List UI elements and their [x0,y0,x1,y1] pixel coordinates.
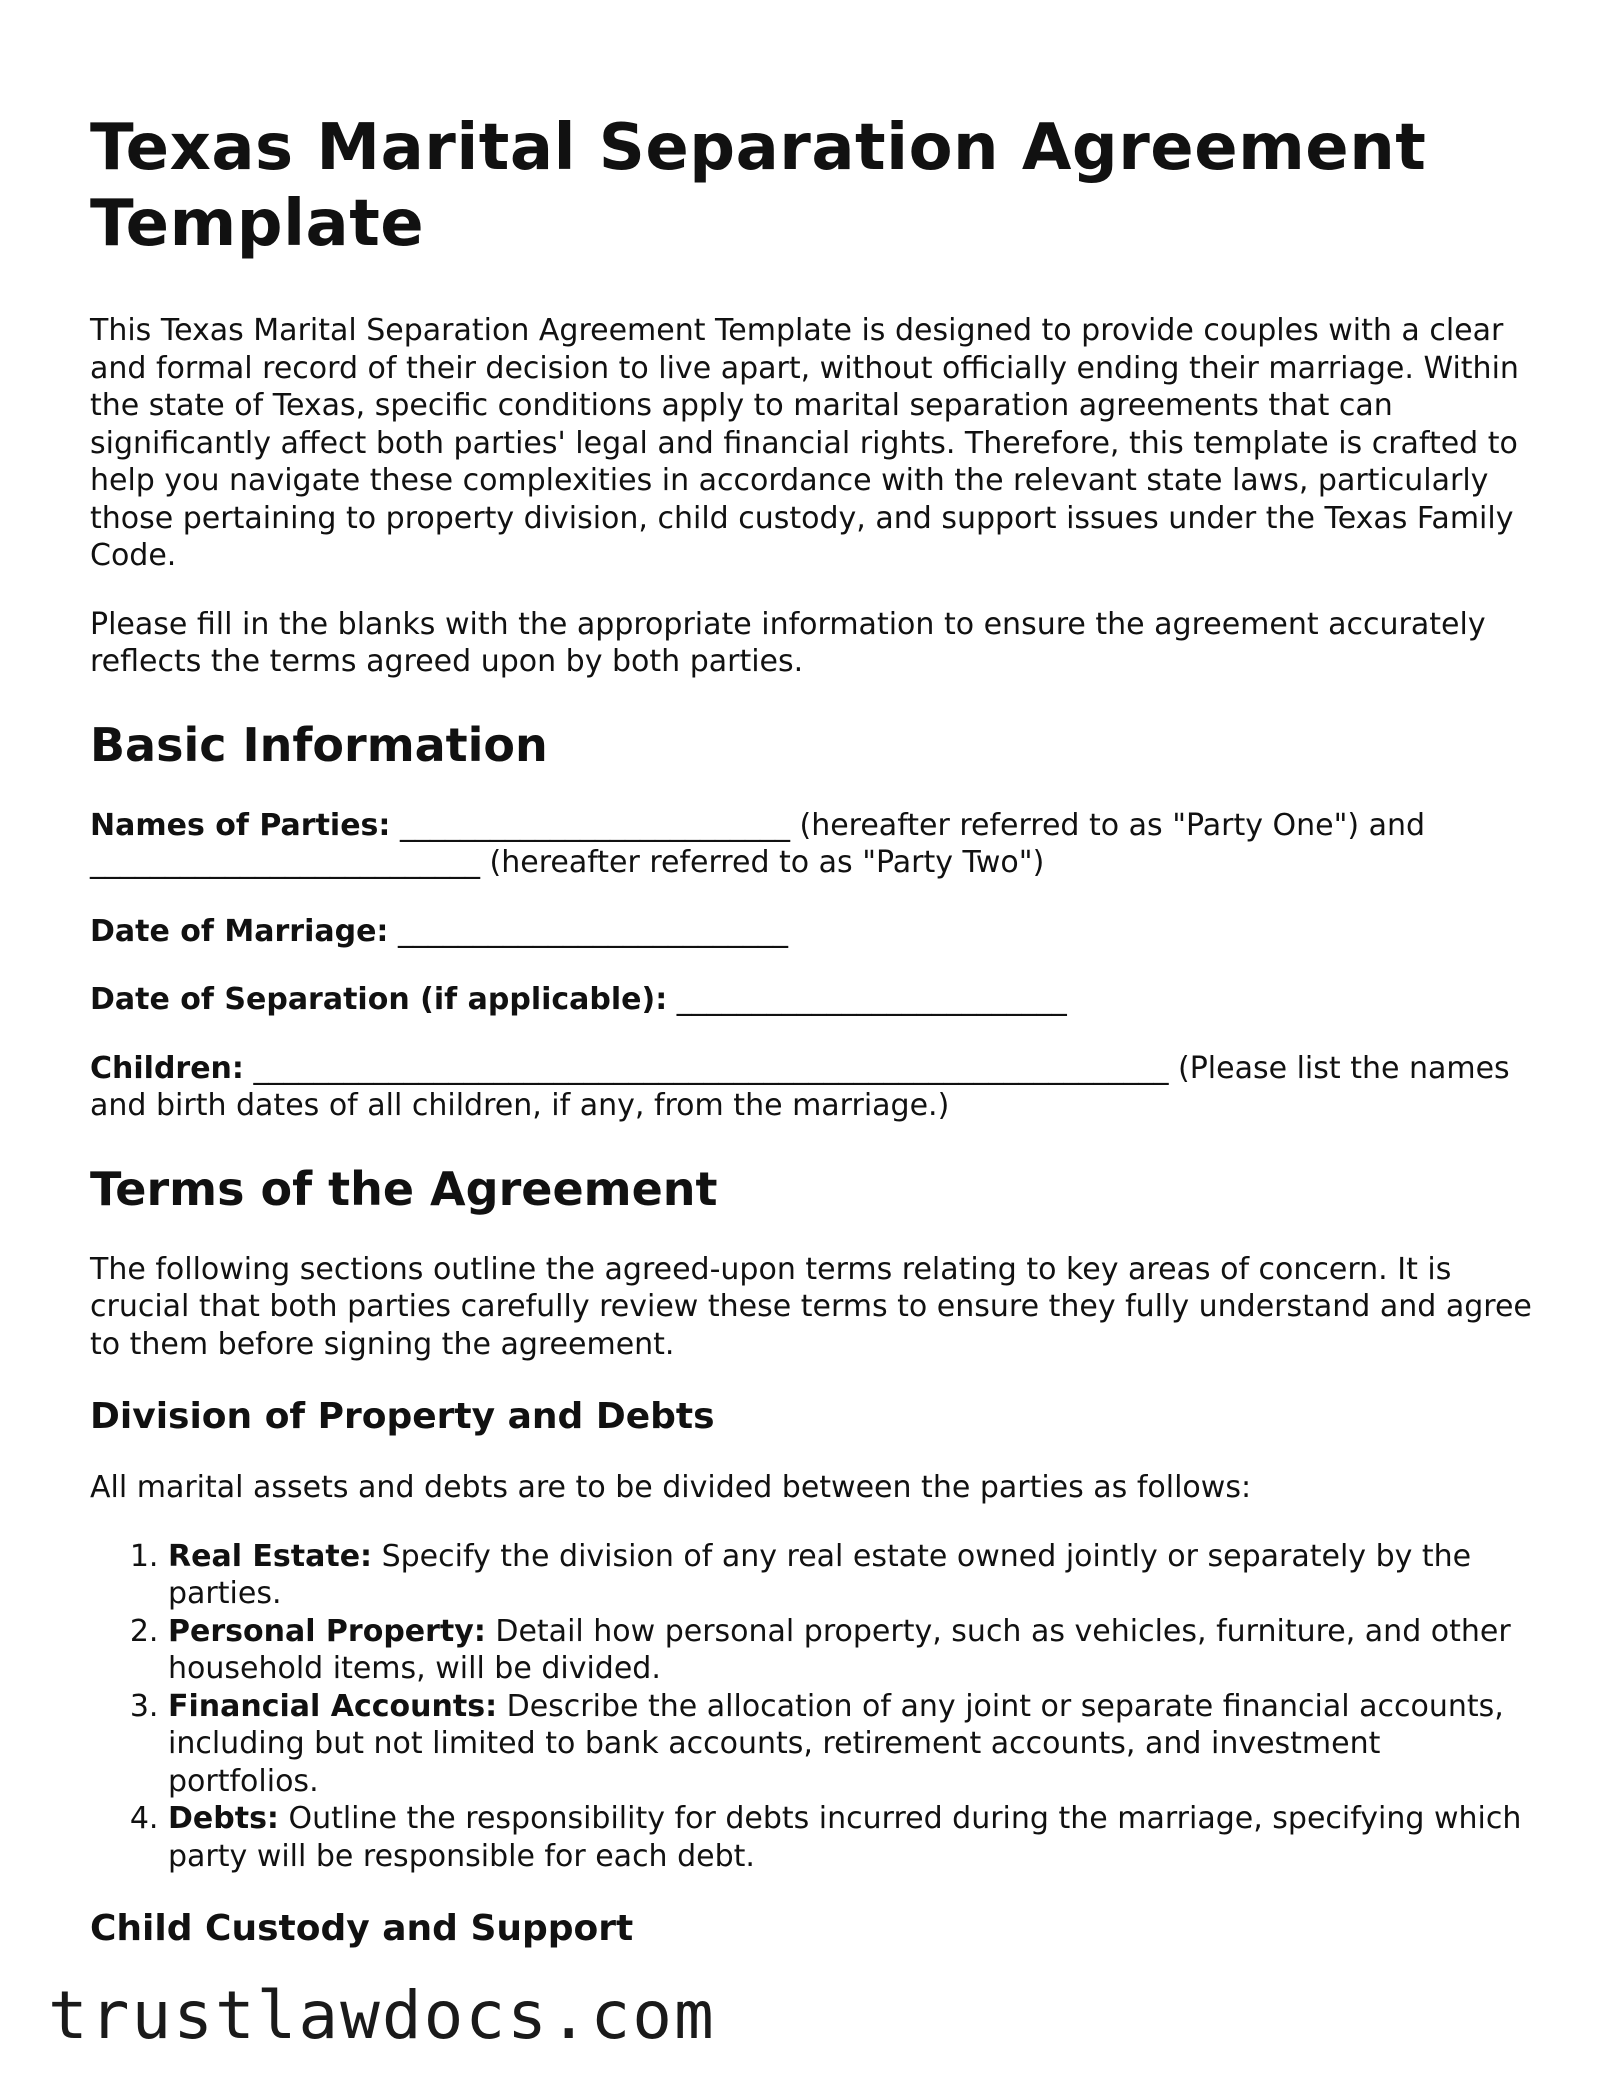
party-one-text: (hereafter referred to as "Party One") and [789,807,1426,843]
intro-paragraph-1: This Texas Marital Separation Agreement Template is designed to provide couples with a clear and formal record of their decision to live apart, without officially ending their marriage. Within the state of Texas, specific conditions apply to marital separation agreements that can significantly affect both parties' legal and financial rights. Therefore, this template is crafted to help you navigate these complexities in accordance with the relevant state laws, particularly those pertaining to property division, child custody, and support issues under the Texas Family Code. [90,313,1519,573]
names-label: Names of Parties: [90,807,391,843]
basic-info-heading: Basic Information [90,717,548,772]
children-blank[interactable]: _____________________________________________________________ [253,1050,1169,1086]
list-item-text: Specify the division of any real estate owned jointly or separately by the parties. [168,1538,1472,1611]
party-one-blank[interactable]: __________________________ [399,807,790,843]
list-item [168,1688,1540,1801]
terms-paragraph: The following sections outline the agreed-upon terms relating to key areas of concern. It is crucial that both parties carefully review these terms to ensure they fully understand and agree to them before signing the agreement. [90,1251,1532,1362]
list-item-text: Detail how personal property, such as vehicles, furniture, and other household items, will be divided. [168,1613,1511,1686]
children-text: (Please list the names and birth dates of all children, if any, from the marriage.) [90,1050,1510,1123]
list-item-text: Outline the responsibility for debts incurred during the marriage, specifying which party will be responsible for each debt. [168,1801,1522,1874]
list-item-label: Personal Property: [168,1613,486,1649]
children-label: Children: [90,1050,244,1086]
party-two-text: (hereafter referred to as "Party Two") [480,845,1045,880]
document-title: Texas Marital Separation Agreement Template [90,111,1427,261]
terms-heading: Terms of the Agreement [90,1161,718,1216]
division-heading: Division of Property and Debts [90,1396,715,1437]
marriage-blank[interactable]: __________________________ [397,913,788,949]
watermark: trustlawdocs.com [48,1977,716,2054]
list-item-label: Real Estate: [168,1538,373,1574]
names-of-parties-field [90,807,1540,882]
document-page [90,110,1540,1981]
list-item [168,1613,1540,1688]
separation-label: Date of Separation (if applicable): [90,982,668,1017]
date-of-marriage-field [90,913,1540,951]
party-two-blank[interactable]: __________________________ [90,845,480,880]
list-item [168,1538,1540,1613]
intro-paragraph-2: Please fill in the blanks with the appropriate information to ensure the agreement accurately reflects the terms agreed upon by both parties. [90,606,1486,679]
marriage-label: Date of Marriage: [90,913,389,949]
custody-heading: Child Custody and Support [90,1908,634,1949]
children-field [90,1050,1540,1125]
date-of-separation-field [90,981,1540,1019]
list-item [168,1800,1540,1875]
division-intro: All marital assets and debts are to be divided between the parties as follows: [90,1470,1252,1505]
list-item-text: Describe the allocation of any joint or separate financial accounts, including but not limited to bank accounts, retirement accounts, and investment portfolios. [168,1688,1504,1799]
list-item-label: Financial Accounts: [168,1688,498,1724]
list-item-label: Debts: [168,1801,279,1836]
division-list [90,1538,1540,1876]
separation-blank[interactable]: __________________________ [676,982,1067,1017]
